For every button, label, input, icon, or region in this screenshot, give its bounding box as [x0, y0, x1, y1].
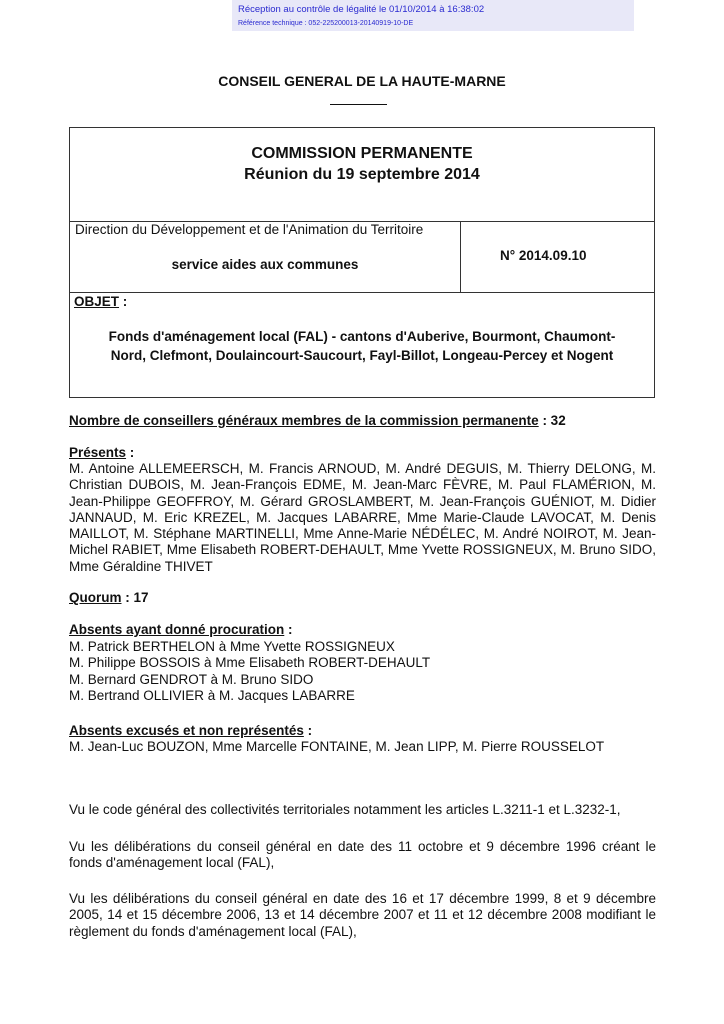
proxy-item: M. Patrick BERTHELON à Mme Yvette ROSSIGNEUX: [69, 639, 395, 654]
objet-box: [69, 292, 655, 398]
commission-title: COMMISSION PERMANENTE: [251, 145, 473, 162]
council-heading: CONSEIL GENERAL DE LA HAUTE-MARNE: [218, 73, 506, 89]
excused-list: M. Jean-Luc BOUZON, Mme Marcelle FONTAINE, M. Jean LIPP, M. Pierre ROUSSELOT: [69, 739, 605, 754]
commission-box: [69, 127, 655, 222]
stamp-reception: Réception au contrôle de légalité le 01/10/2014 à 16:38:02: [238, 4, 485, 15]
heading-divider: [330, 104, 387, 105]
objet-line: Nord, Clefmont, Doulaincourt-Saucourt, Fayl-Billot, Longeau-Percey et Nogent: [110, 348, 614, 363]
objet-text: [80, 327, 644, 365]
presents-label: Présents :: [69, 445, 135, 460]
direction-box: [69, 221, 655, 293]
deliberation-number: N° 2014.09.10: [500, 248, 587, 263]
consideration-paragraph: Vu les délibérations du conseil général en date des 16 et 17 décembre 1999, 8 et 9 décembre 2005, 14 et 15 décembre 2006, 13 et 14 décembre 2007 et 11 et 12 décembre 2008 modifiant le règlement du fonds d'aménagement local (FAL),: [69, 891, 656, 939]
members-count: Nombre de conseillers généraux membres de la commission permanente : 32: [69, 413, 566, 428]
proxy-item: M. Bertrand OLLIVIER à M. Jacques LABARRE: [69, 687, 355, 703]
consideration-paragraph: Vu les délibérations du conseil général en date des 11 octobre et 9 décembre 1996 créant le fonds d'aménagement local (FAL),: [69, 839, 656, 871]
proxies-list: [69, 639, 656, 704]
proxies-label: Absents ayant donné procuration :: [69, 622, 293, 637]
proxy-item: M. Philippe BOSSOIS à Mme Elisabeth ROBERT-DEHAULT: [69, 655, 431, 671]
proxy-item: M. Bernard GENDROT à M. Bruno SIDO: [69, 671, 314, 687]
presents-list: M. Antoine ALLEMEERSCH, M. Francis ARNOUD, M. André DEGUIS, M. Thierry DELONG, M. Christian DUBOIS, M. Jean-François EDME, M. Jean-Marc FÈVRE, M. Paul FLAMÉRION, M. Jean-Philippe GEOFFROY, M. Gérard GROSLAMBERT, M. Jean-François GUÉNIOT, M. Didier JANNAUD, M. Eric KREZEL, M. Jacques LABARRE, Mme Marie-Claude LAVOCAT, M. Denis MAILLOT, M. Stéphane MARTINELLI, Mme Anne-Marie NÉDÉLEC, M. André NOIROT, M. Jean-Michel RABIET, Mme Elisabeth ROBERT-DEHAULT, Mme Yvette ROSSIGNEUX, M. Bruno SIDO, Mme Géraldine THIVET: [69, 461, 656, 574]
quorum: Quorum : 17: [69, 590, 149, 605]
legality-stamp: [232, 0, 634, 31]
consideration-paragraph: Vu le code général des collectivités territoriales notamment les articles L.3211-1 et L.3232-1,: [69, 802, 621, 817]
meeting-date: Réunion du 19 septembre 2014: [244, 166, 480, 183]
objet-label: OBJET :: [74, 294, 128, 309]
direction-cell: [70, 222, 461, 292]
service-name: service aides aux communes: [171, 257, 359, 272]
direction-name: Direction du Développement et de l'Animation du Territoire: [75, 222, 424, 237]
stamp-reference: Référence technique : 052-225200013-20140919-10-DE: [238, 20, 414, 27]
excused-label: Absents excusés et non représentés :: [69, 723, 313, 738]
objet-line: Fonds d'aménagement local (FAL) - cantons d'Auberive, Bourmont, Chaumont-: [108, 329, 616, 344]
